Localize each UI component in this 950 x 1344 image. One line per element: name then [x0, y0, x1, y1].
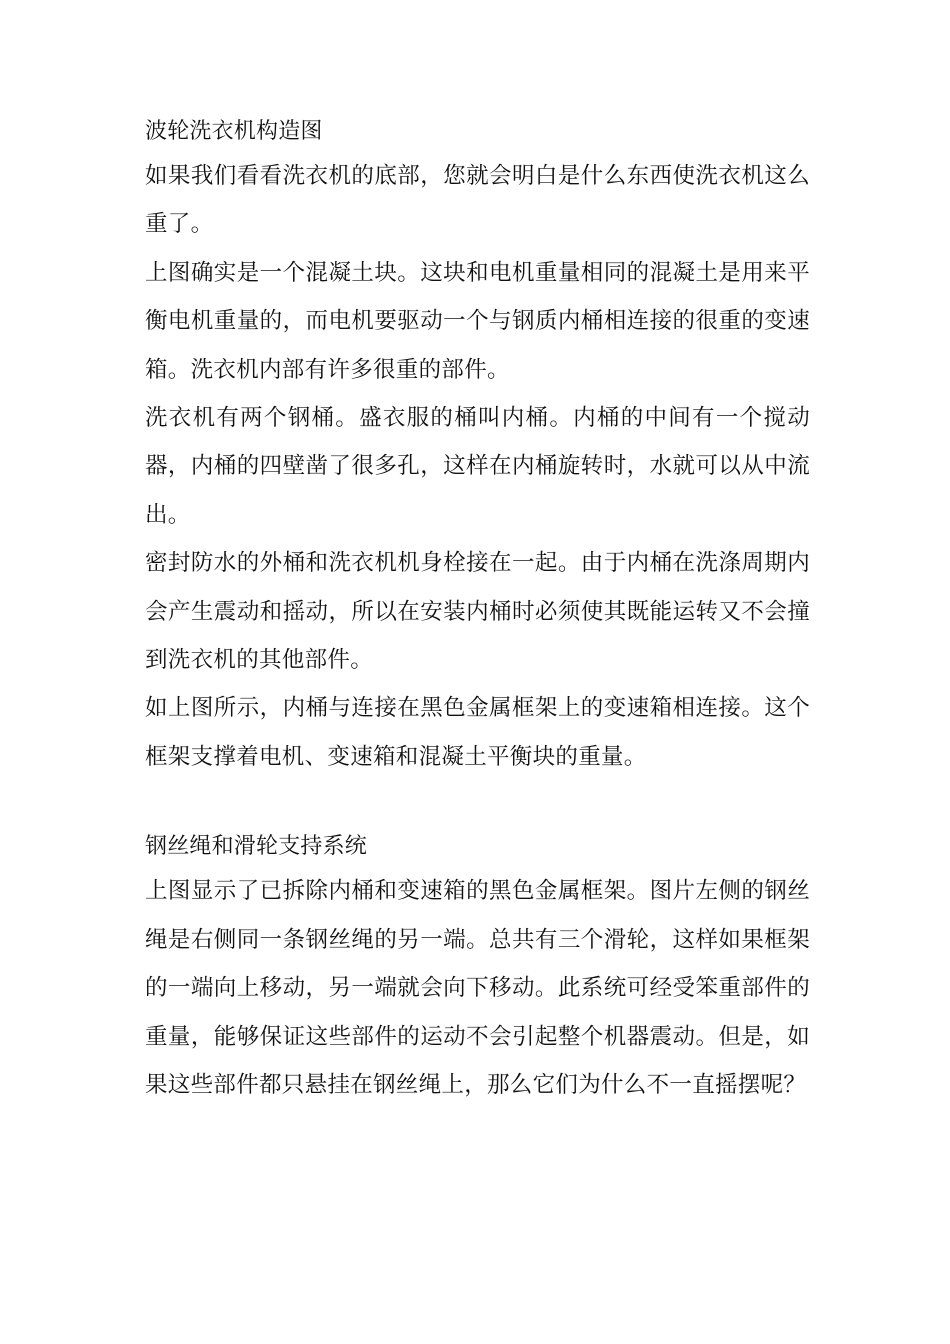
paragraph-concrete-block: 上图确实是一个混凝土块。这块和电机重量相同的混凝土是用来平衡电机重量的，而电机要驱动一个与钢质内桶相连接的很重的变速箱。洗衣机内部有许多很重的部件。 [145, 259, 810, 383]
section-title-washer-structure: 波轮洗衣机构造图 [145, 119, 323, 144]
paragraph-bottom-of-washer: 如果我们看看洗衣机的底部，您就会明白是什么东西使洗衣机这么重了。 [145, 163, 810, 238]
document-page [145, 112, 810, 1109]
section-title-cable-pulley: 钢丝绳和滑轮支持系统 [145, 834, 368, 860]
paragraph-cable-pulley-system: 上图显示了已拆除内桶和变速箱的黑色金属框架。图片左侧的钢丝绳是右侧同一条钢丝绳的另一端。总共有三个滑轮，这样如果框架的一端向上移动，另一端就会向下移动。此系统可经受笨重部件的重量，能够保证这些部件的运动不会引起整个机器震动。但是，如果这些部件都只悬挂在钢丝绳上，那么它们为什么不一直摇摆呢？ [145, 878, 810, 1098]
section-spacer [145, 781, 810, 827]
paragraph-metal-frame: 如上图所示，内桶与连接在黑色金属框架上的变速箱相连接。这个框架支撑着电机、变速箱和混凝土平衡块的重量。 [145, 695, 810, 770]
paragraph-outer-tub: 密封防水的外桶和洗衣机机身栓接在一起。由于内桶在洗涤周期内会产生震动和摇动，所以在安装内桶时必须使其既能运转又不会撞到洗衣机的其他部件。 [145, 550, 810, 674]
paragraph-two-steel-tubs: 洗衣机有两个钢桶。盛衣服的桶叫内桶。内桶的中间有一个搅动器，内桶的四壁凿了很多孔，这样在内桶旋转时，水就可以从中流出。 [145, 405, 810, 528]
